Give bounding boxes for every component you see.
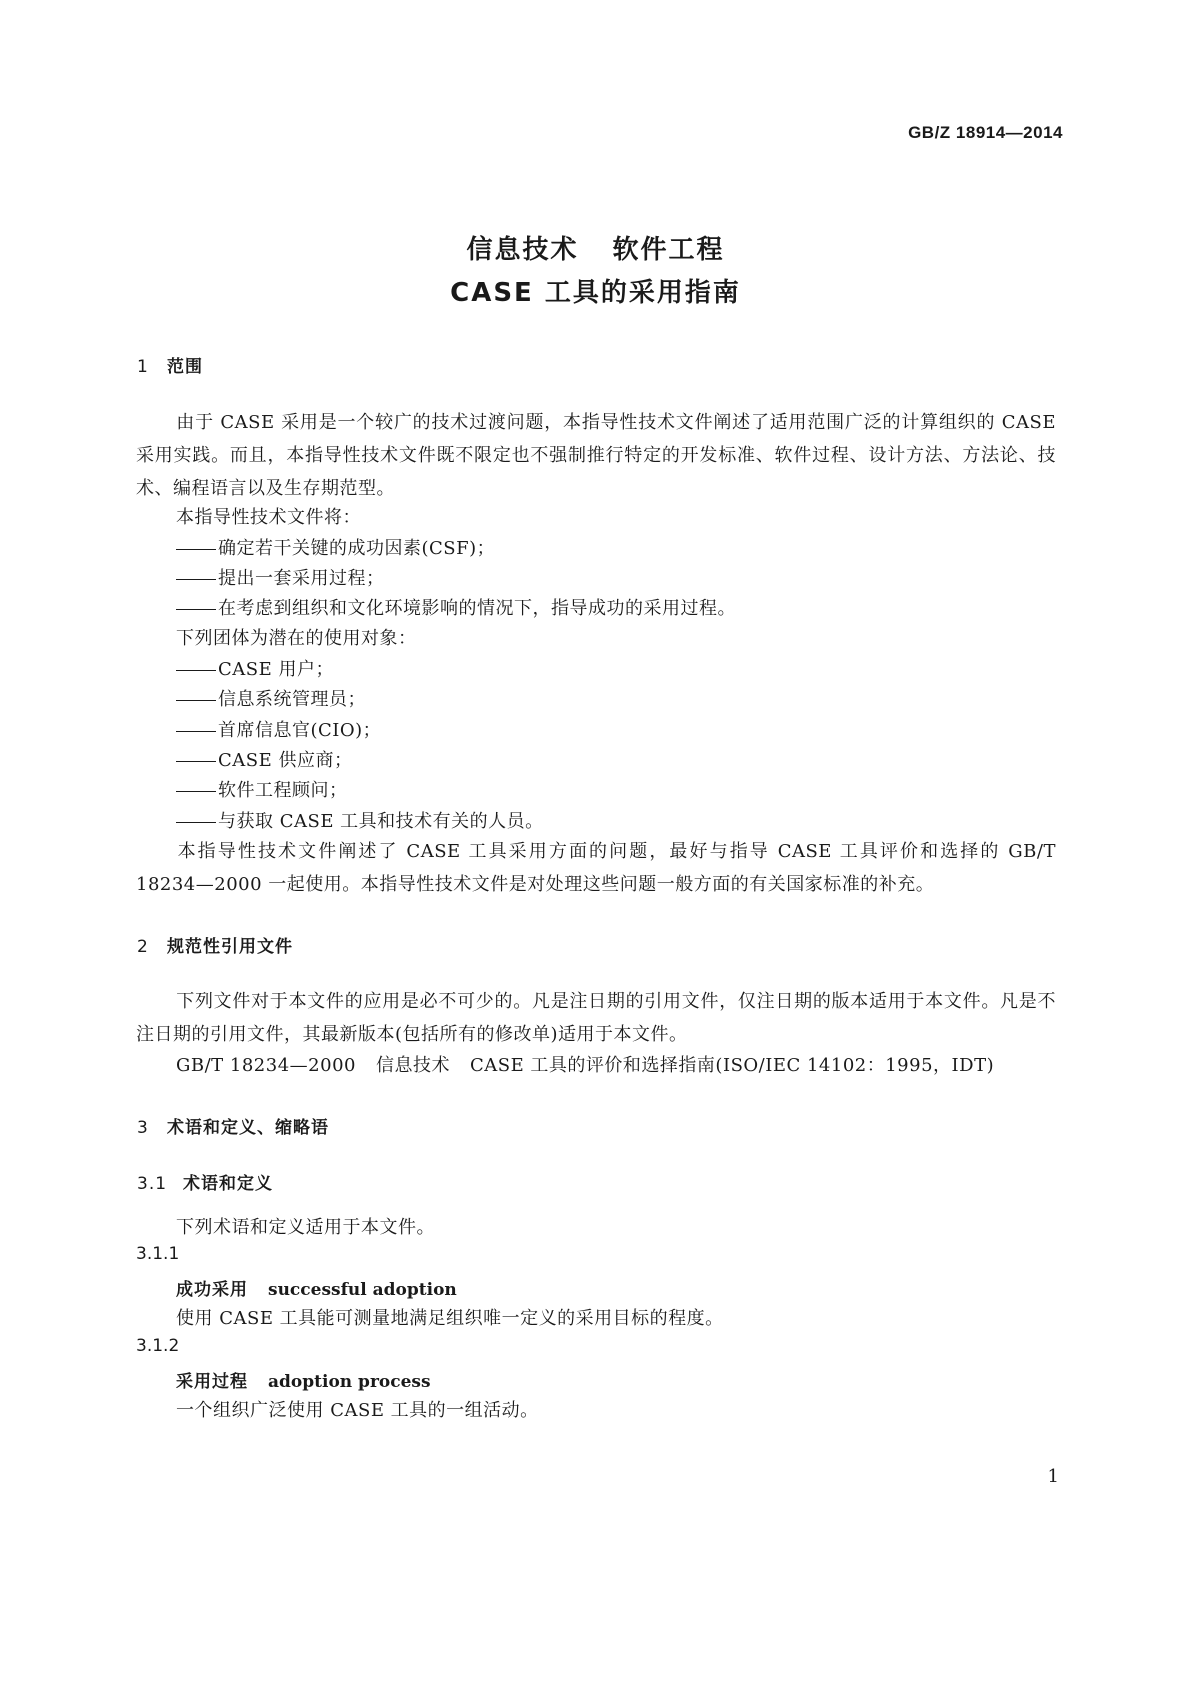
section-2-heading — [137, 932, 293, 957]
page-number: 1 — [1047, 1466, 1059, 1487]
list-item: 信息系统管理员； — [176, 685, 366, 711]
section-1-heading — [137, 352, 203, 377]
normative-reference — [176, 1051, 994, 1077]
term-number: 3.1.2 — [136, 1336, 180, 1356]
standard-code: GB/Z 18914—2014 — [908, 123, 1063, 142]
section-2-paragraph: 下列文件对于本文件的应用是必不可少的。凡是注日期的引用文件，仅注日期的版本适用于本文件。凡是不注日期的引用文件，其最新版本(包括所有的修改单)适用于本文件。 — [136, 991, 1056, 1045]
title-part1: 信息技术 — [466, 235, 579, 265]
list-item: 首席信息官(CIO)； — [176, 716, 381, 742]
section-number: 1 — [137, 357, 149, 377]
list-item: 确定若干关键的成功因素(CSF)； — [176, 534, 495, 560]
term-name — [176, 1275, 457, 1300]
term-zh: 成功采用 — [176, 1280, 248, 1300]
term-en: successful adoption — [268, 1280, 457, 1300]
title-part2: 软件工程 — [612, 235, 725, 265]
reference-code: GB/T 18234—2000 — [176, 1055, 356, 1076]
subsection-title: 术语和定义 — [183, 1174, 273, 1194]
term-zh: 采用过程 — [176, 1372, 248, 1392]
subsection-3-1-heading — [137, 1169, 273, 1194]
term-en: adoption process — [268, 1372, 431, 1392]
document-title-line2: CASE 工具的采用指南 — [450, 278, 741, 308]
section-1-paragraph-2: 本指导性技术文件阐述了 CASE 工具采用方面的问题，最好与指导 CASE 工具评价和选择的 GB/T 18234—2000 一起使用。本指导性技术文件是对处理这些问题一般方面的有关国家标准的补充。 — [136, 841, 1056, 895]
reference-title-part1: 信息技术 — [375, 1055, 450, 1076]
list-item: CASE 用户； — [176, 655, 334, 681]
term-definition: 一个组织广泛使用 CASE 工具的一组活动。 — [176, 1400, 539, 1421]
section-title: 范围 — [167, 357, 203, 377]
list-item: CASE 供应商； — [176, 746, 352, 772]
section-number: 3 — [137, 1118, 149, 1138]
term-definition: 使用 CASE 工具能可测量地满足组织唯一定义的采用目标的程度。 — [176, 1308, 724, 1329]
document-title-line1 — [0, 229, 1191, 266]
list-item: 与获取 CASE 工具和技术有关的人员。 — [176, 807, 544, 833]
subsection-intro: 下列术语和定义适用于本文件。 — [176, 1217, 435, 1238]
section-title: 术语和定义、缩略语 — [167, 1118, 329, 1138]
list-item: 软件工程顾问； — [176, 776, 348, 802]
section-1-intro-2: 下列团体为潜在的使用对象： — [176, 628, 417, 649]
section-1-paragraph-1: 由于 CASE 采用是一个较广的技术过渡问题，本指导性技术文件阐述了适用范围广泛的计算组织的 CASE 采用实践。而且，本指导性技术文件既不限定也不强制推行特定的开发标准、软件过程、设计方法、方法论、技术、编程语言以及生存期范型。 — [136, 412, 1056, 499]
section-title: 规范性引用文件 — [167, 937, 293, 957]
list-item: 提出一套采用过程； — [176, 564, 385, 590]
section-number: 2 — [137, 937, 149, 957]
term-name — [176, 1367, 431, 1392]
subsection-number: 3.1 — [137, 1174, 168, 1194]
reference-title-part2: CASE 工具的评价和选择指南(ISO/IEC 14102：1995，IDT) — [469, 1055, 995, 1076]
list-item: 在考虑到组织和文化环境影响的情况下，指导成功的采用过程。 — [176, 594, 736, 620]
section-1-intro-1: 本指导性技术文件将： — [176, 507, 361, 528]
section-3-heading — [137, 1113, 329, 1138]
term-number: 3.1.1 — [136, 1244, 180, 1264]
